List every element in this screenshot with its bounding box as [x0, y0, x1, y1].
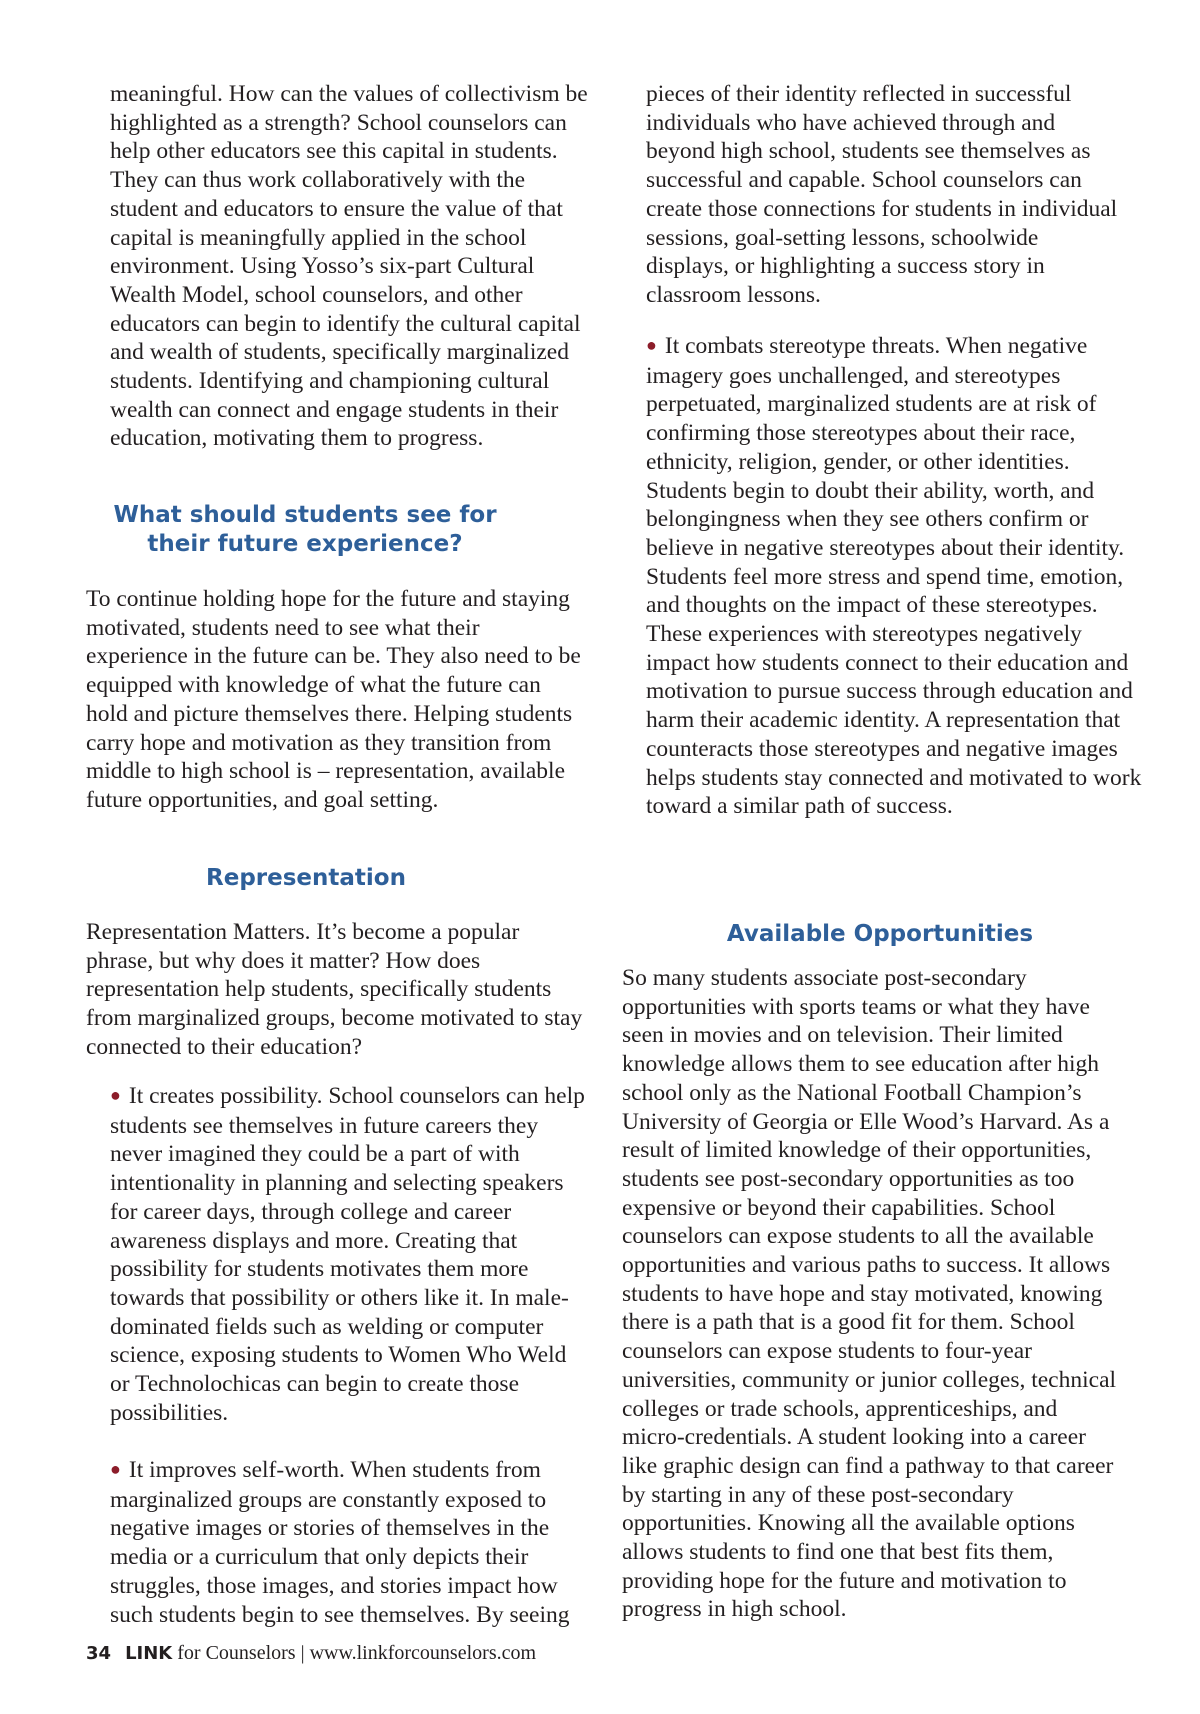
bullet-self-worth-text: It improves self-worth. When students from marginalized groups are constantly exposed to negative images or stories of themselves in the media or a curriculum that only depicts their struggles, those images, and stories impact how such students begin to see themselves. By seeing [110, 1457, 570, 1628]
page-number: 34 [86, 1643, 112, 1664]
bullet-creates-possibility [110, 1082, 588, 1427]
heading-representation: Representation [206, 865, 406, 891]
footer-separator: | [300, 1642, 305, 1664]
footer-url: www.linkforcounselors.com [309, 1642, 537, 1664]
bullet-possibility-text: It creates possibility. School counselors can help students see themselves in future careers they never imagined they could be a part of with intentionality in planning and selecting speakers for career days, through college and career awareness displays and more. Creating that possibility for students motivates them more towards that possibility or others like it. In male-dominated fields such as welding or computer science, exposing students to Women Who Weld or Technolochicas can begin to create those possibilities. [110, 1083, 585, 1426]
bullet-icon: ● [110, 1085, 121, 1105]
footer-publication: for Counselors [177, 1642, 296, 1664]
bullet-stereotype-text: It combats stereotype threats. When negative imagery goes unchallenged, and stereotypes perpetuated, marginalized students are at risk of confirming those stereotypes about their race, ethnicity, religion, gender, or other identities. Students begin to doubt their ability, worth, and belongingness when they see others confirm or believe in negative stereotypes about their identity. Students feel more stress and spend time, emotion, and thoughts on the impact of these stereotypes. These experiences with stereotypes negatively impact how students connect to their education and motivation to pursue success through education and harm their academic identity. A representation that counteracts those stereotypes and negative images helps students stay connected and motivated to work toward a similar path of success. [646, 333, 1142, 820]
bullet-self-worth [110, 1456, 588, 1629]
heading-available-opportunities: Available Opportunities [726, 921, 1034, 947]
bullet-stereotype-threats [646, 332, 1148, 821]
intro-paragraph: meaningful. How can the values of collectivism be highlighted as a strength? School counselors can help other educators see this capital in students. They can thus work collaboratively with the student and educators to ensure the value of that capital is meaningfully applied in the school environment. Using Yosso’s six-part Cultural Wealth Model, school counselors, and other educators can begin to identify the cultural capital and wealth of students, specifically marginalized students. Identifying and championing cultural wealth can connect and engage students in their education, motivating them to progress. [110, 81, 588, 452]
continued-paragraph: pieces of their identity reflected in successful individuals who have achieved through and beyond high school, students see themselves as successful and capable. School counselors can create those connections for students in individual sessions, goal-setting lessons, schoolwide displays, or highlighting a success story in classroom lessons. [646, 81, 1118, 308]
representation-paragraph: Representation Matters. It’s become a popular phrase, but why does it matter? How does representation help students, specifically students from marginalized groups, become motivated to stay connected to their education? [86, 919, 583, 1060]
bullet-icon: ● [646, 335, 657, 355]
footer-brand: LINK [125, 1643, 173, 1664]
bullet-icon: ● [110, 1459, 121, 1479]
future-paragraph: To continue holding hope for the future and staying motivated, students need to see what their experience in the future can be. They also need to be equipped with knowledge of what the future can hold and picture themselves there. Helping students carry hope and motivation as they transition from middle to high school is – representation, available future opportunities, and goal setting. [86, 586, 581, 813]
opportunities-paragraph: So many students associate post-secondary opportunities with sports teams or what they have seen in movies and on television. Their limited knowledge allows them to see education after high school only as the National Football Champion’s University of Georgia or Elle Wood’s Harvard. As a result of limited knowledge of their opportunities, students see post-secondary opportunities as too expensive or beyond their capabilities. School counselors can expose students to all the available opportunities and various paths to success. It allows students to have hope and stay motivated, knowing there is a path that is a good fit for them. School counselors can expose students to four-year universities, community or junior colleges, technical colleges or trade schools, apprenticeships, and micro-credentials. A student looking into a career like graphic design can find a pathway to that career by starting in any of these post-secondary opportunities. Knowing all the available options allows students to find one that best fits them, providing hope for the future and motivation to progress in high school. [622, 965, 1117, 1623]
heading-future-experience: What should students see for their future experience? [113, 502, 497, 557]
page-footer [86, 1641, 536, 1666]
